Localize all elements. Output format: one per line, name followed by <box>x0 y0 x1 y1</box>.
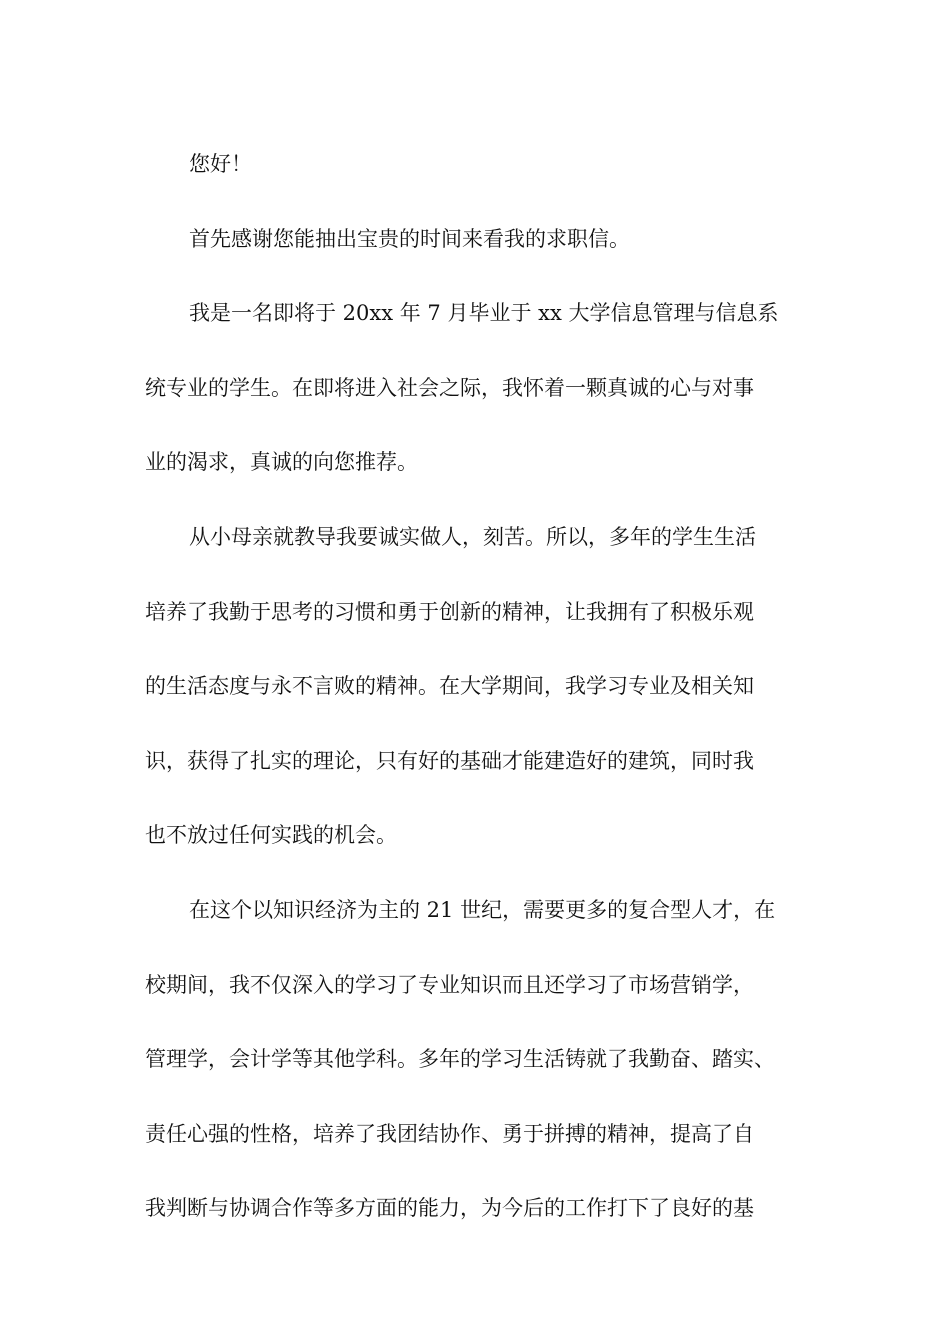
text-line: 责任心强的性格，培养了我团结协作、勇于拼搏的精神，提高了自 <box>145 1121 754 1146</box>
text-line: 在这个以知识经济为主的 21 世纪，需要更多的复合型人才，在 <box>189 897 776 922</box>
text-line: 业的渴求，真诚的向您推荐。 <box>145 450 418 475</box>
text-line: 的生活态度与永不言败的精神。在大学期间，我学习专业及相关知 <box>145 674 754 699</box>
paragraph-thanks <box>145 202 809 277</box>
text-line: 也不放过任何实践的机会。 <box>145 823 397 848</box>
paragraph-upbringing <box>145 500 809 873</box>
text-line: 我是一名即将于 20xx 年 7 月毕业于 xx 大学信息管理与信息系 <box>189 301 779 326</box>
text-line: 培养了我勤于思考的习惯和勇于创新的精神，让我拥有了积极乐观 <box>145 599 754 624</box>
paragraph-skills <box>145 873 809 1246</box>
text-line: 您好！ <box>189 152 252 176</box>
text-line: 从小母亲就教导我要诚实做人，刻苦。所以，多年的学生生活 <box>189 524 756 549</box>
text-line: 首先感谢您能抽出宝贵的时间来看我的求职信。 <box>189 226 630 251</box>
text-line: 我判断与协调合作等多方面的能力，为今后的工作打下了良好的基 <box>145 1196 754 1221</box>
letter-body <box>145 127 809 1246</box>
text-line: 管理学，会计学等其他学科。多年的学习生活铸就了我勤奋、踏实、 <box>145 1047 775 1072</box>
paragraph-greeting <box>145 127 809 202</box>
text-line: 统专业的学生。在即将进入社会之际，我怀着一颗真诚的心与对事 <box>145 375 754 400</box>
text-line: 校期间，我不仅深入的学习了专业知识而且还学习了市场营销学， <box>145 972 754 997</box>
paragraph-introduction <box>145 276 809 500</box>
text-line: 识，获得了扎实的理论，只有好的基础才能建造好的建筑，同时我 <box>145 748 754 773</box>
